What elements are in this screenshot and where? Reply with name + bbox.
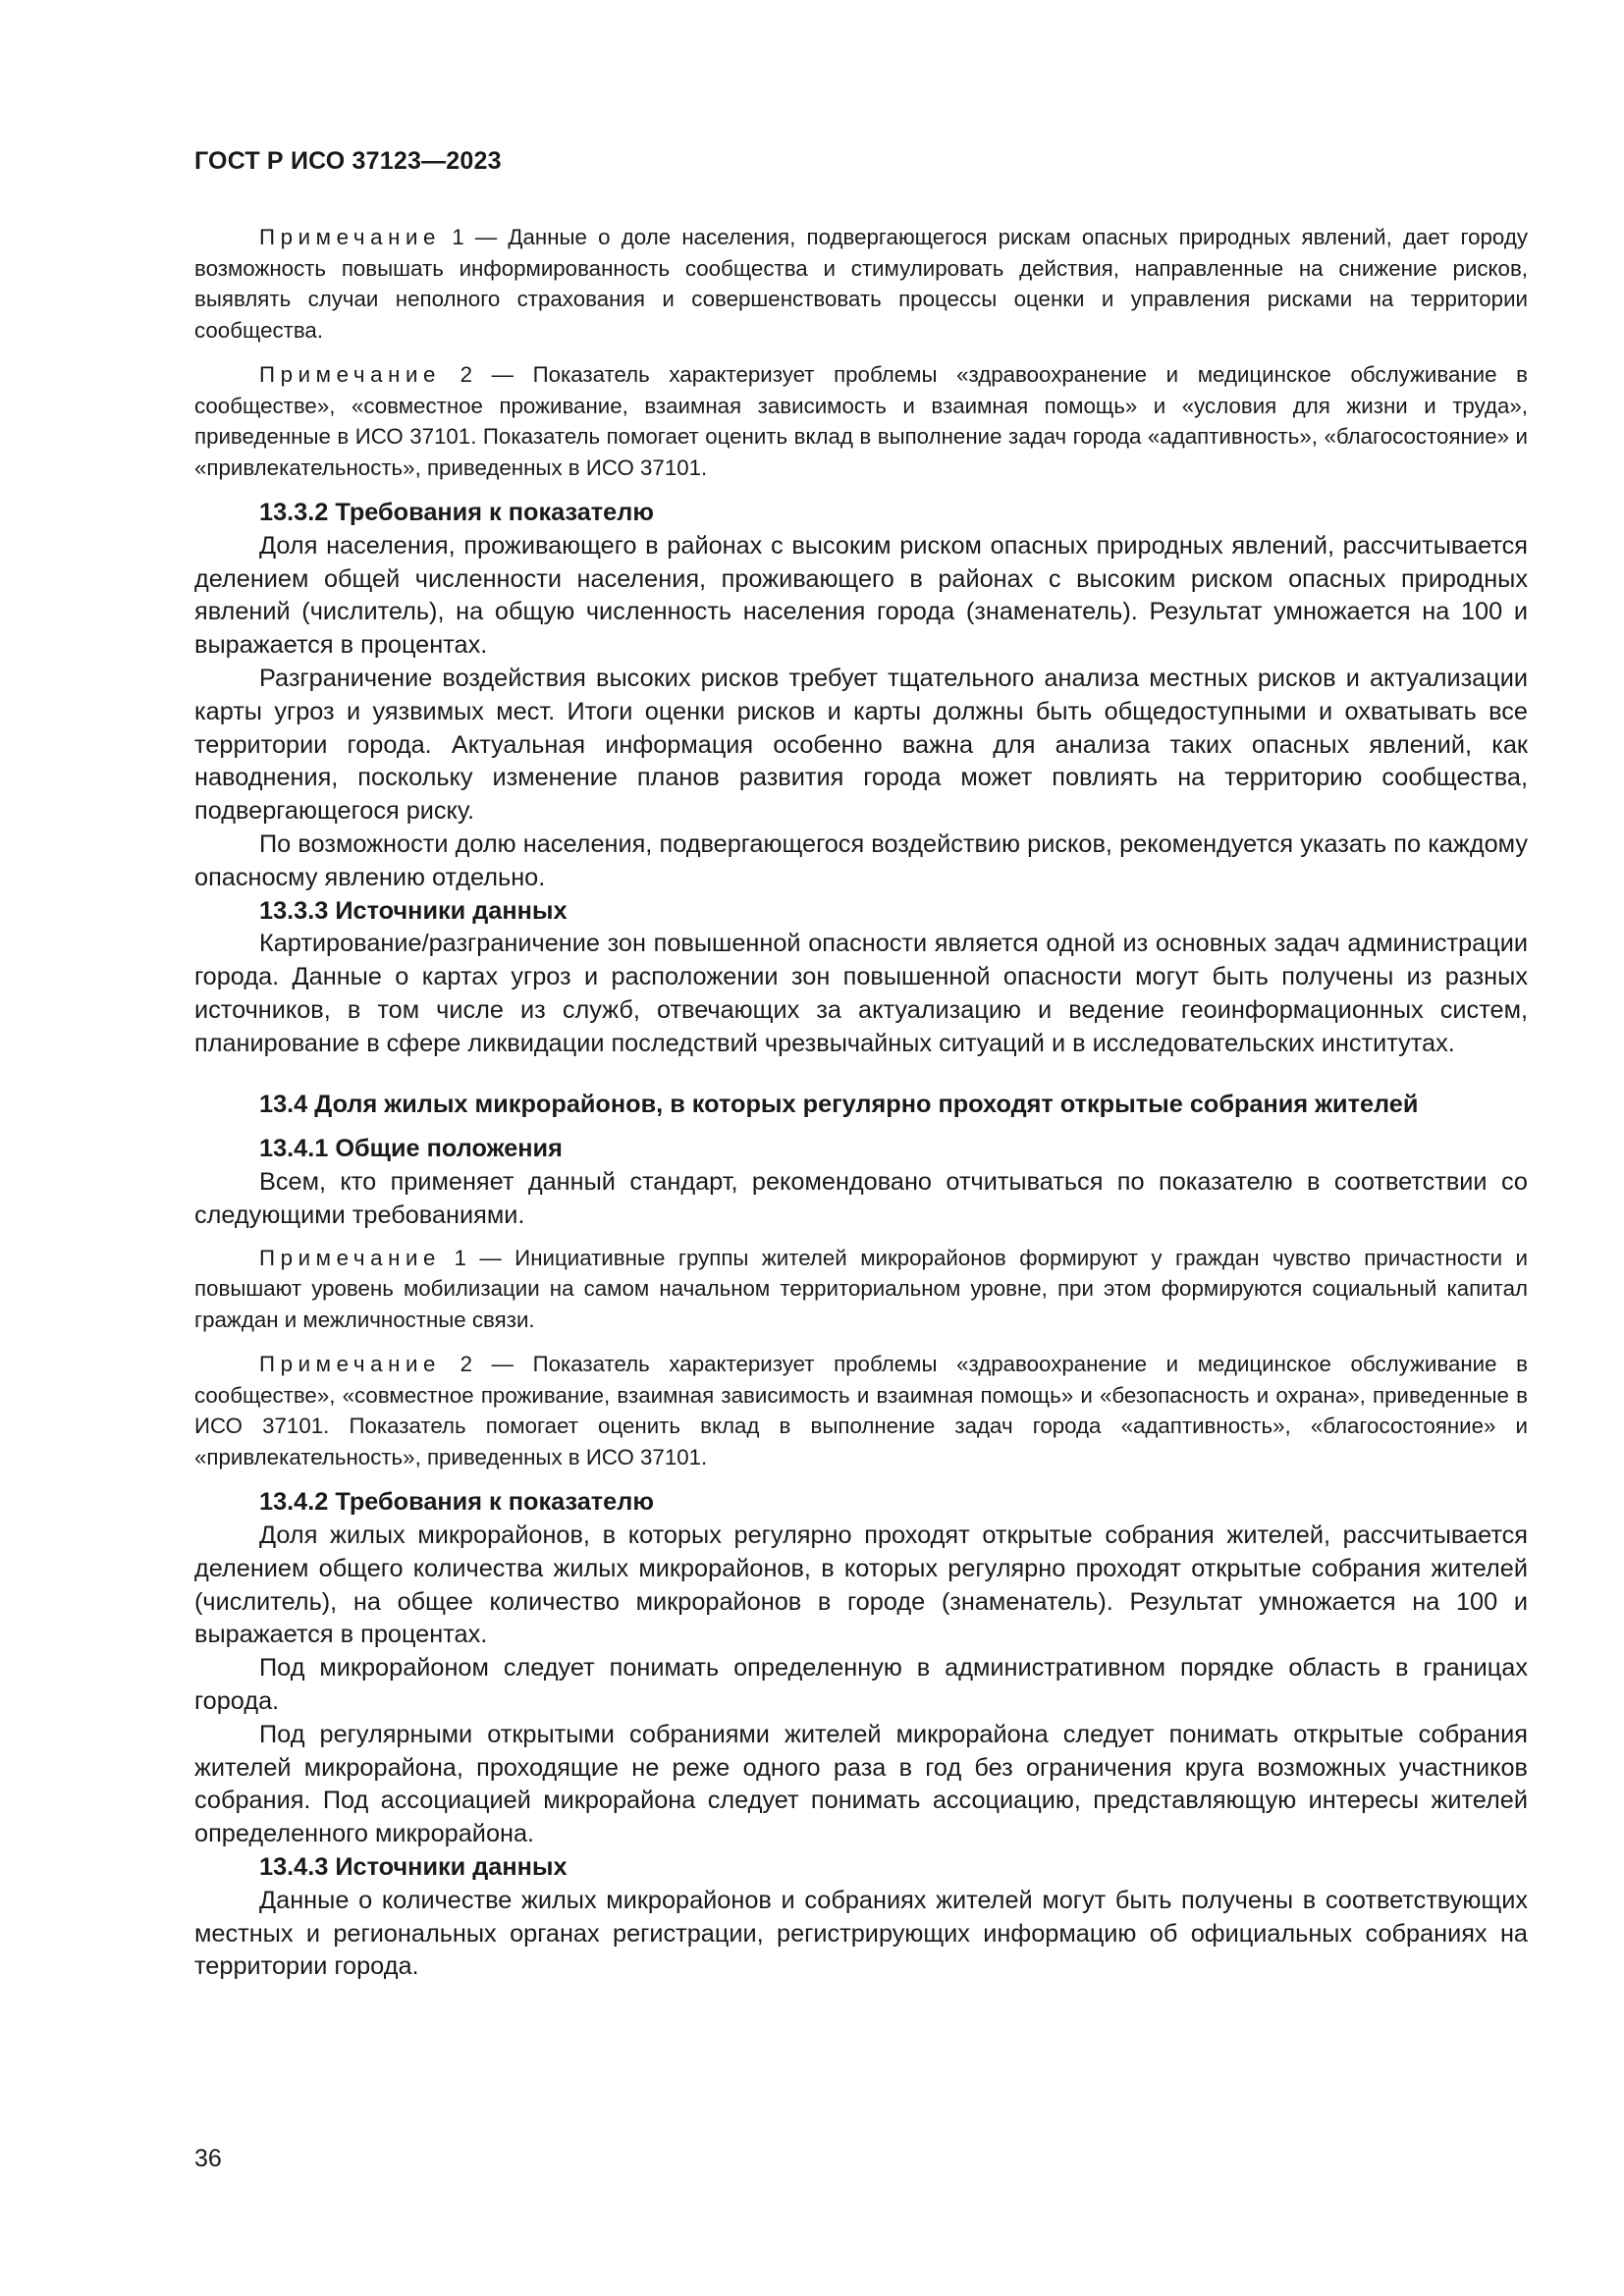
section-heading-13-4-3: 13.4.3 Источники данных [259,1853,568,1881]
note-paragraph [194,1243,1528,1336]
body-paragraph: Под регулярными открытыми собраниями жителей микрорайона следует понимать открытые собрания жителей микрорайона, проходящие не реже одного раза в год без ограничения круга возможных участников собрания. Под ассоциацией микрорайона следует понимать ассоциацию, представляющую интересы жителей определенного микрорайона. [194,1720,1528,1848]
note-text: 1 — Данные о доле населения, подвергающегося рискам опасных природных явлений, дает городу возможность повышать информированность сообщества и стимулировать действия, направленные на снижение рисков, выявлять случаи неполного страхования и совершенствовать процессы оценки и управления рисками на территории сообщества. [194,225,1528,343]
section-heading-13-4-2: 13.4.2 Требования к показателю [259,1488,654,1517]
note-paragraph [194,222,1528,346]
body-paragraph: Разграничение воздействия высоких рисков требует тщательного анализа местных рисков и актуализации карты угроз и уязвимых мест. Итоги оценки рисков и карты должны быть общедоступными и охватывать все территории города. Актуальная информация особенно важна для анализа таких опасных явлений, как наводнения, поскольку изменение планов развития города может повлиять на территорию сообщества, подвергающегося риску. [194,664,1528,826]
body-paragraph: Под микрорайоном следует понимать определенную в административном порядке область в границах города. [194,1654,1528,1716]
section-heading-13-4: 13.4 Доля жилых микрорайонов, в которых регулярно проходят открытые собрания жителей [259,1090,1419,1118]
note-paragraph [194,1349,1528,1472]
page-content [194,222,1528,1984]
note-text: 2 — Показатель характеризует проблемы «здравоохранение и медицинское обслуживание в сообществе», «совместное проживание, взаимная зависимость и взаимная помощь» и «безопасность и охрана», приведенные в ИСО 37101. Показатель помогает оценить вклад в выполнение задач города «адаптивность», «благосостояние» и «привлекательность», приведенных в ИСО 37101. [194,1352,1528,1469]
note-label: Примечание [259,1245,442,1270]
section-heading-13-3-2: 13.3.2 Требования к показателю [259,499,654,526]
body-paragraph: Доля жилых микрорайонов, в которых регулярно проходят открытые собрания жителей, рассчитывается делением общего количества жилых микрорайонов, в которых регулярно проходят открытые собрания жителей (числитель), на общее количество микрорайонов в городе (знаменатель). Результат умножается на 100 и выражается в процентах. [194,1522,1528,1649]
body-paragraph: Данные о количестве жилых микрорайонов и собраниях жителей могут быть получены в соответствующих местных и региональных органах регистрации, регистрирующих информацию об официальных собраниях на территории города. [194,1886,1528,1981]
body-paragraph: Всем, кто применяет данный стандарт, рекомендовано отчитываться по показателю в соответствии со следующими требованиями. [194,1168,1528,1229]
body-paragraph: Доля населения, проживающего в районах с высоким риском опасных природных явлений, рассчитывается делением общей численности населения, проживающего в районах с высоким риском опасных природных явлений (числитель), на общую численность населения города (знаменатель). Результат умножается на 100 и выражается в процентах. [194,531,1528,660]
body-paragraph: По возможности долю населения, подвергающегося воздействию рисков, рекомендуется указать по каждому опасносму явлению отдельно. [194,829,1528,891]
note-text: 2 — Показатель характеризует проблемы «здравоохранение и медицинское обслуживание в сообществе», «совместное проживание, взаимная зависимость и взаимная помощь» и «условия для жизни и труда», приведенные в ИСО 37101. Показатель помогает оценить вклад в выполнение задач города «адаптивность», «благосостояние» и «привлекательность», приведенных в ИСО 37101. [194,362,1528,480]
note-text: 1 — Инициативные группы жителей микрорайонов формируют у граждан чувство причастности и повышают уровень мобилизации на самом начальном территориальном уровне, при этом формируются социальный капитал граждан и межличностные связи. [194,1245,1528,1332]
note-label: Примечание [259,225,442,249]
section-heading-13-4-1: 13.4.1 Общие положения [259,1135,563,1163]
body-paragraph: Картирование/разграничение зон повышенной опасности является одной из основных задач администрации города. Данные о картах угроз и расположении зон повышенной опасности могут быть получены из разных источников, в том числе из служб, отвечающих за актуализацию и ведение геоинформационных систем, планирование в сфере ликвидации последствий чрезвычайных ситуаций и в исследовательских институтах. [194,930,1528,1057]
page-number: 36 [194,2145,222,2172]
document-header: ГОСТ Р ИСО 37123—2023 [194,147,502,175]
note-label: Примечание [259,1352,442,1377]
note-label: Примечание [259,362,442,387]
note-paragraph [194,359,1528,483]
section-heading-13-3-3: 13.3.3 Источники данных [259,896,568,925]
